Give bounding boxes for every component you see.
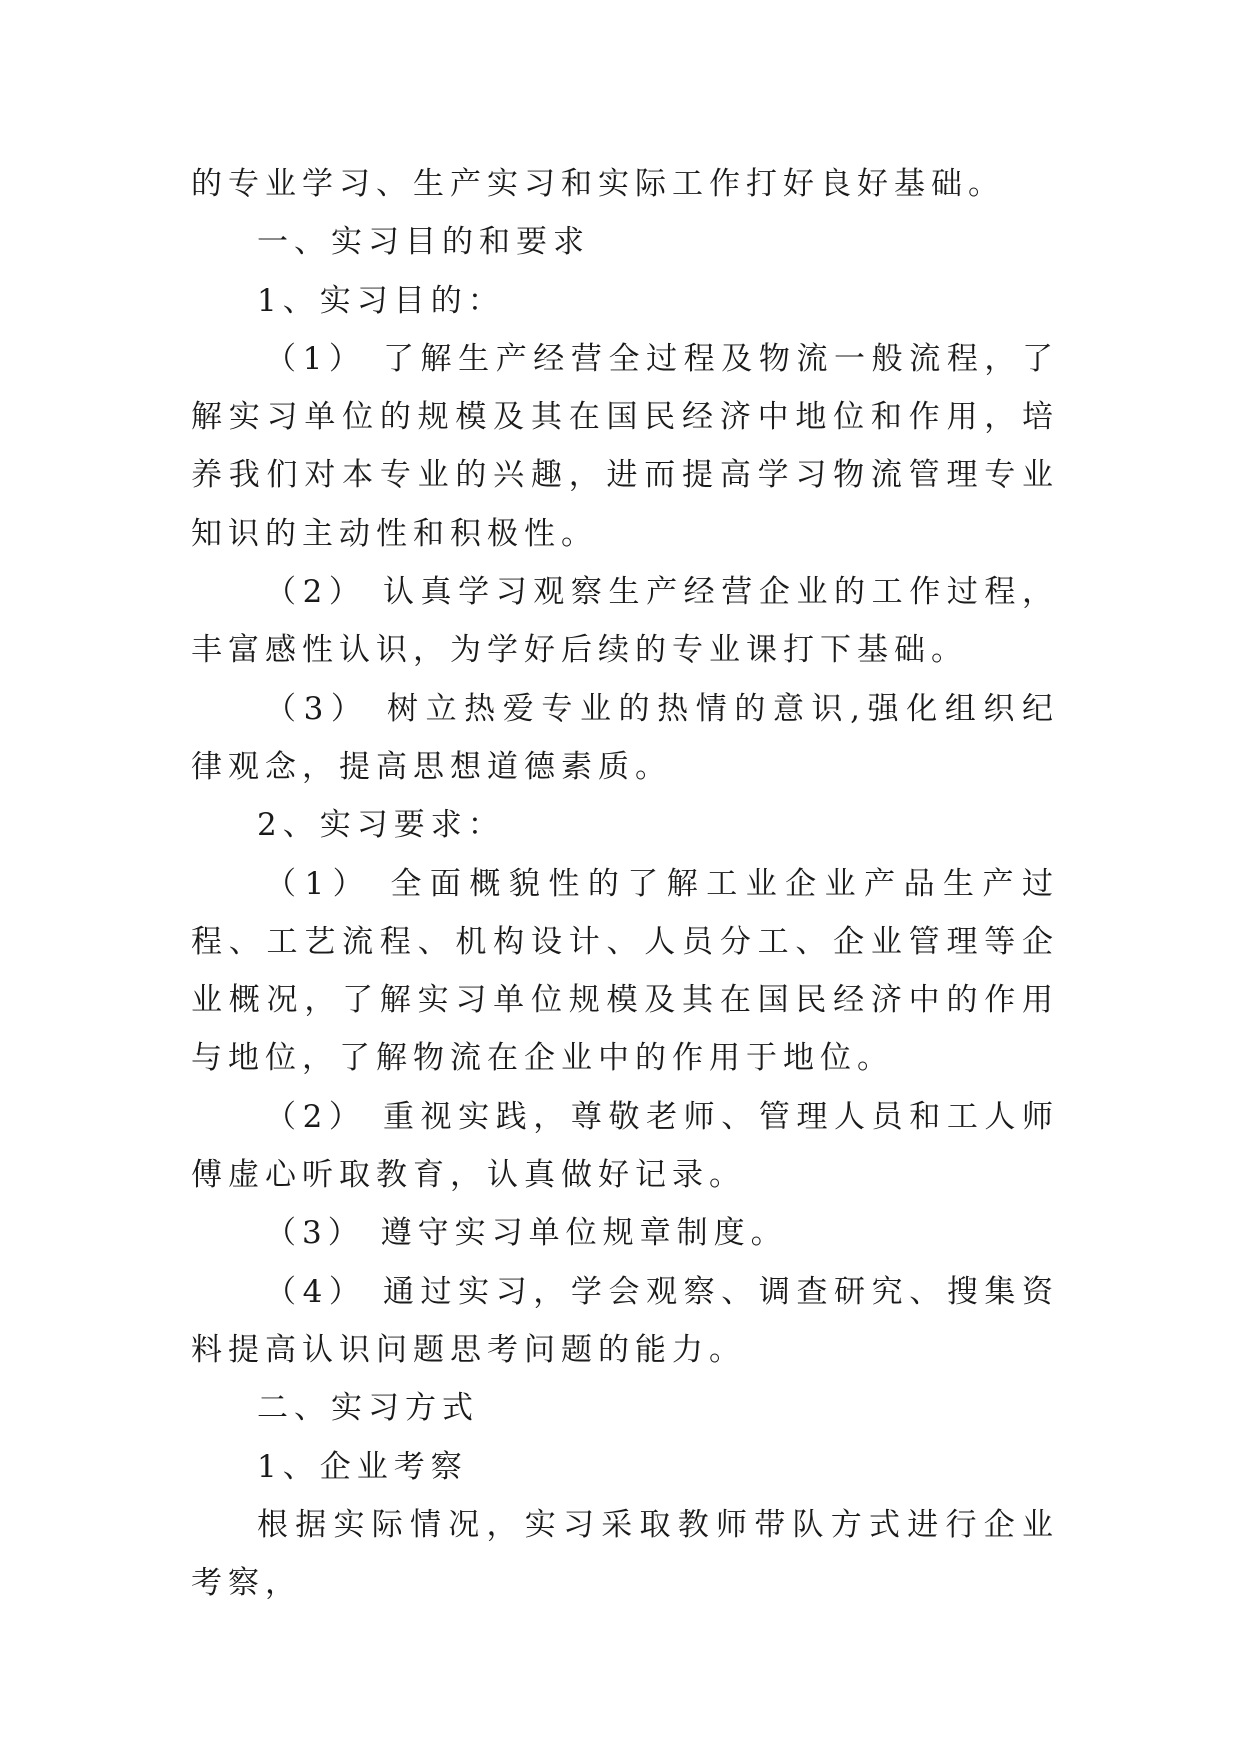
requirement-item-2: （2） 重视实践，尊敬老师、管理人员和工人师傅虚心听取教育，认真做好记录。 <box>191 1098 1059 1194</box>
requirement-item-4: （4） 通过实习，学会观察、调查研究、搜集资料提高认识问题思考问题的能力。 <box>191 1273 1059 1368</box>
paragraph-continuation: 的专业学习、生产实习和实际工作打好良好基础。 <box>191 166 1005 202</box>
requirement-item-3: （3） 遵守实习单位规章制度。 <box>265 1215 788 1252</box>
purpose-item-3: （3） 树立热爱专业的热情的意识,强化组织纪律观念，提高思想道德素质。 <box>191 690 1059 785</box>
requirement-item-1: （1） 全面概貌性的了解工业企业产品生产过程、工艺流程、机构设计、人员分工、企业管理等企业概况，了解实习单位规模及其在国民经济中的作用与地位，了解物流在企业中的作用于地位。 <box>191 865 1059 1077</box>
section-heading-2: 二、实习方式 <box>257 1390 479 1427</box>
subheading-purpose: 1、实习目的： <box>257 282 505 319</box>
paragraph-enterprise-visit: 根据实际情况，实习采取教师带队方式进行企业考察， <box>191 1506 1059 1602</box>
purpose-item-1: （1） 了解生产经营全过程及物流一般流程，了解实习单位的规模及其在国民经济中地位和作用，培养我们对本专业的兴趣，进而提高学习物流管理专业知识的主动性和积极性。 <box>191 340 1059 552</box>
section-heading-1: 一、实习目的和要求 <box>257 224 590 261</box>
document-body <box>191 155 1059 1612</box>
subheading-requirements: 2、实习要求： <box>257 807 505 844</box>
subheading-enterprise-visit: 1、企业考察 <box>257 1448 468 1485</box>
purpose-item-2: （2） 认真学习观察生产经营企业的工作过程，丰富感性认识，为学好后续的专业课打下基础。 <box>191 574 1059 669</box>
